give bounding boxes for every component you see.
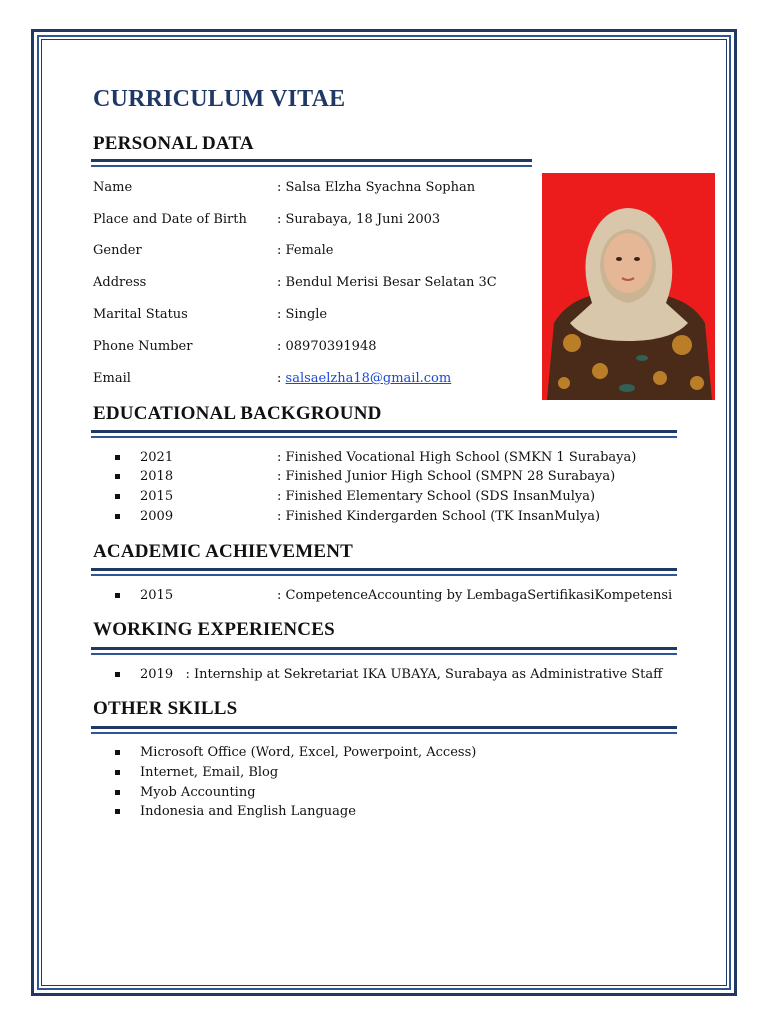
- item-description: 2019 : Internship at Sekretariat IKA UBAYA, Surabaya as Administrative Staff: [140, 667, 663, 682]
- square-bullet-icon: [115, 514, 120, 519]
- divider-education: [91, 430, 677, 438]
- item-description: : Finished Kindergarden School (TK InsanMulya): [277, 509, 601, 524]
- field-value: : Bendul Merisi Besar Selatan 3C: [277, 275, 497, 290]
- email-link[interactable]: salsaelzha18@gmail.com: [285, 371, 452, 386]
- item-year: 2021: [140, 450, 174, 465]
- field-value: : Female: [277, 243, 334, 258]
- heading-educational-background: EDUCATIONAL BACKGROUND: [93, 403, 382, 424]
- skill-text: Indonesia and English Language: [140, 804, 356, 819]
- square-bullet-icon: [115, 593, 120, 598]
- item-year: 2015: [140, 489, 174, 504]
- field-value: : Surabaya, 18 Juni 2003: [277, 212, 441, 227]
- field-label: Name: [93, 180, 133, 195]
- field-label: Gender: [93, 243, 142, 258]
- heading-personal-data: PERSONAL DATA: [93, 133, 254, 154]
- field-label: Address: [93, 275, 147, 290]
- square-bullet-icon: [115, 809, 120, 814]
- field-label: Email: [93, 371, 131, 386]
- divider-skills: [91, 726, 677, 734]
- skill-text: Microsoft Office (Word, Excel, Powerpoint, Access): [140, 745, 477, 760]
- profile-photo: [542, 173, 715, 400]
- divider-achievement: [91, 568, 677, 576]
- item-description: : CompetenceAccounting by LembagaSertifikasiKompetensi: [277, 588, 673, 603]
- item-year: 2015: [140, 588, 174, 603]
- item-description: : Finished Vocational High School (SMKN 1 Surabaya): [277, 450, 637, 465]
- heading-academic-achievement: ACADEMIC ACHIEVEMENT: [93, 541, 353, 562]
- square-bullet-icon: [115, 455, 120, 460]
- email-prefix: :: [277, 371, 282, 386]
- field-value: : Single: [277, 307, 328, 322]
- item-description: : Finished Junior High School (SMPN 28 Surabaya): [277, 469, 616, 484]
- square-bullet-icon: [115, 474, 120, 479]
- heading-other-skills: OTHER SKILLS: [93, 698, 238, 719]
- square-bullet-icon: [115, 770, 120, 775]
- field-label: Place and Date of Birth: [93, 212, 247, 227]
- field-value: : Salsa Elzha Syachna Sophan: [277, 180, 476, 195]
- square-bullet-icon: [115, 672, 120, 677]
- divider-personal-data: [91, 159, 532, 167]
- document-title: CURRICULUM VITAE: [93, 86, 346, 112]
- field-value: : 08970391948: [277, 339, 377, 354]
- skill-text: Internet, Email, Blog: [140, 765, 279, 780]
- square-bullet-icon: [115, 494, 120, 499]
- square-bullet-icon: [115, 790, 120, 795]
- heading-working-experiences: WORKING EXPERIENCES: [93, 619, 335, 640]
- profile-photo-illustration-icon: [542, 173, 715, 400]
- square-bullet-icon: [115, 750, 120, 755]
- field-label: Marital Status: [93, 307, 188, 322]
- field-label: Phone Number: [93, 339, 193, 354]
- skill-text: Myob Accounting: [140, 785, 256, 800]
- divider-working: [91, 647, 677, 655]
- item-description: : Finished Elementary School (SDS InsanMulya): [277, 489, 596, 504]
- item-year: 2018: [140, 469, 174, 484]
- item-year: 2009: [140, 509, 174, 524]
- field-value: [277, 371, 451, 387]
